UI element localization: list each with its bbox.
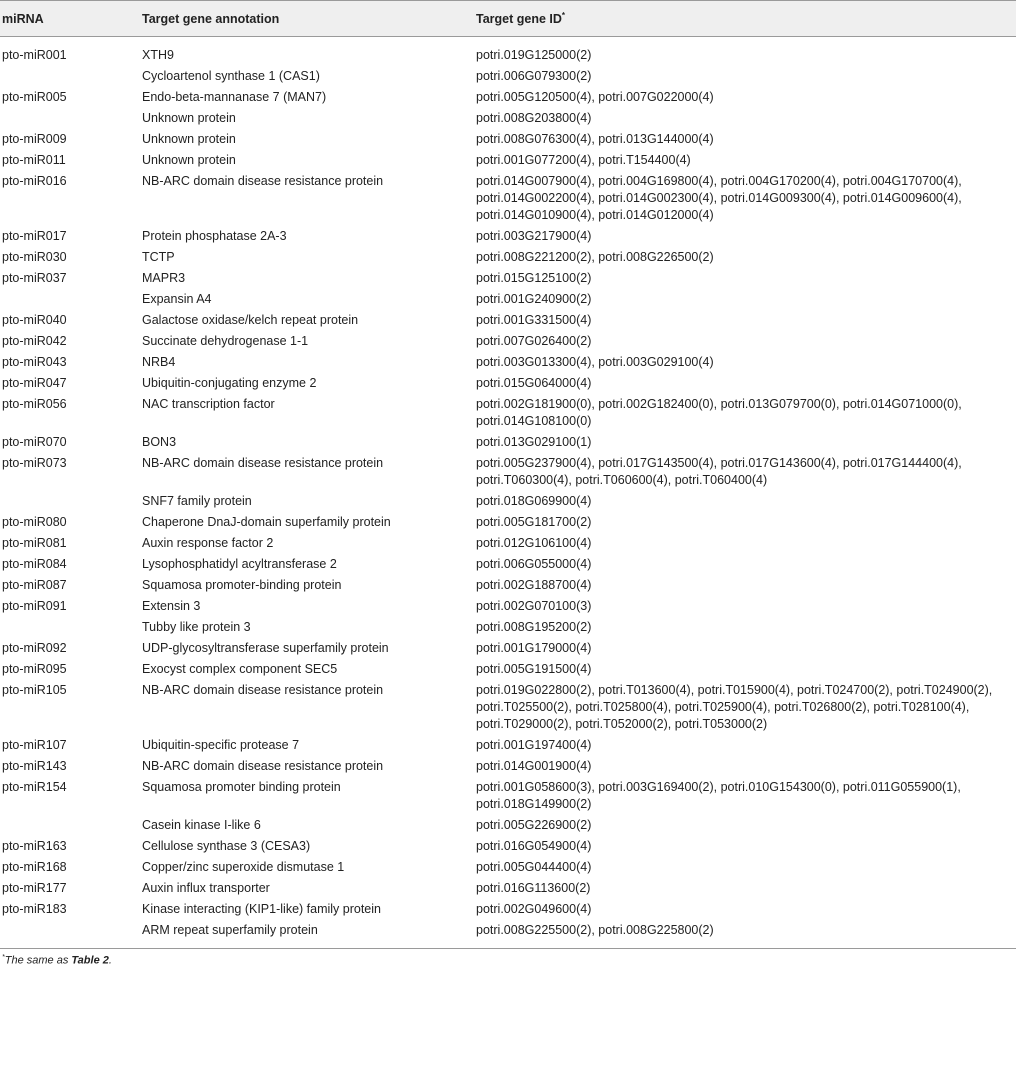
mirna-cell: pto-miR043 [2, 355, 67, 369]
annotation-cell: Squamosa promoter-binding protein [142, 578, 342, 592]
table-row [0, 245, 1016, 266]
mirna-cell: pto-miR016 [2, 174, 67, 188]
mirna-cell: pto-miR087 [2, 578, 67, 592]
annotation-cell: Copper/zinc superoxide dismutase 1 [142, 860, 345, 874]
table-row [0, 371, 1016, 392]
mirna-cell: pto-miR080 [2, 515, 67, 529]
annotation-cell: Unknown protein [142, 132, 236, 146]
target-id-cell: potri.002G188700(4) [476, 578, 592, 592]
target-id-cell: potri.005G237900(4), potri.017G143500(4), potri.017G143600(4), potri.017G144400(4), potri.T060300(4), potri.T060600(4), potri.T060400(4) [476, 456, 962, 487]
annotation-cell: Ubiquitin-specific protease 7 [142, 738, 300, 752]
target-id-cell: potri.019G022800(2), potri.T013600(4), potri.T015900(4), potri.T024700(2), potri.T024900(2), potri.T025500(2), potri.T025800(4), potri.T025900(4), potri.T026800(2), potri.T028100(4), potri.T029000(2), potri.T052000(2), potri.T053000(2) [476, 683, 993, 731]
mirna-cell: pto-miR084 [2, 557, 67, 571]
mirna-cell: pto-miR070 [2, 435, 67, 449]
target-id-cell: potri.013G029100(1) [476, 435, 592, 449]
header-target-id [474, 1, 1016, 37]
mirna-cell: pto-miR009 [2, 132, 67, 146]
annotation-cell: Succinate dehydrogenase 1-1 [142, 334, 309, 348]
annotation-cell: Ubiquitin-conjugating enzyme 2 [142, 376, 317, 390]
target-id-cell: potri.008G076300(4), potri.013G144000(4) [476, 132, 714, 146]
annotation-cell: SNF7 family protein [142, 494, 252, 508]
mirna-cell: pto-miR042 [2, 334, 67, 348]
header-mirna [0, 1, 140, 37]
mirna-cell: pto-miR056 [2, 397, 67, 411]
mirna-cell: pto-miR163 [2, 839, 67, 853]
mirna-cell [0, 489, 140, 510]
annotation-cell: BON3 [142, 435, 177, 449]
table-row [0, 615, 1016, 636]
target-id-cell: potri.001G331500(4) [476, 313, 592, 327]
mirna-cell: pto-miR154 [2, 780, 67, 794]
mirna-cell [0, 615, 140, 636]
mirna-cell: pto-miR183 [2, 902, 67, 916]
table-row [0, 430, 1016, 451]
mirna-cell: pto-miR091 [2, 599, 67, 613]
table-row [0, 224, 1016, 245]
table-row [0, 573, 1016, 594]
table-row [0, 489, 1016, 510]
target-id-cell: potri.002G049600(4) [476, 902, 592, 916]
target-id-cell: potri.003G217900(4) [476, 229, 592, 243]
footnote-mark: * [2, 954, 5, 961]
table-row [0, 813, 1016, 834]
annotation-cell: TCTP [142, 250, 175, 264]
mirna-cell: pto-miR037 [2, 271, 67, 285]
mirna-cell: pto-miR092 [2, 641, 67, 655]
annotation-cell: NB-ARC domain disease resistance protein [142, 683, 384, 697]
target-id-cell: potri.006G055000(4) [476, 557, 592, 571]
mirna-cell: pto-miR073 [2, 456, 67, 470]
header-row [0, 1, 1016, 37]
table-row [0, 287, 1016, 308]
table-row [0, 64, 1016, 85]
table-row [0, 834, 1016, 855]
annotation-cell: Chaperone DnaJ-domain superfamily protein [142, 515, 391, 529]
annotation-cell: Protein phosphatase 2A-3 [142, 229, 287, 243]
target-id-cell: potri.016G113600(2) [476, 881, 591, 895]
target-id-cell: potri.005G044400(4) [476, 860, 592, 874]
target-id-cell: potri.007G026400(2) [476, 334, 592, 348]
table-row [0, 106, 1016, 127]
mirna-cell: pto-miR177 [2, 881, 67, 895]
mirna-cell: pto-miR143 [2, 759, 67, 773]
target-id-cell: potri.005G191500(4) [476, 662, 592, 676]
target-id-cell: potri.001G240900(2) [476, 292, 592, 306]
annotation-cell: Unknown protein [142, 111, 236, 125]
table-row [0, 148, 1016, 169]
target-id-cell: potri.015G125100(2) [476, 271, 592, 285]
table-row [0, 266, 1016, 287]
annotation-cell: Lysophosphatidyl acyltransferase 2 [142, 557, 337, 571]
header-mirna-label: miRNA [2, 11, 44, 26]
table-row [0, 43, 1016, 64]
table-row [0, 552, 1016, 573]
annotation-cell: Auxin influx transporter [142, 881, 270, 895]
annotation-cell: Expansin A4 [142, 292, 212, 306]
annotation-cell: XTH9 [142, 48, 174, 62]
target-id-cell: potri.001G077200(4), potri.T154400(4) [476, 153, 691, 167]
mirna-cell: pto-miR030 [2, 250, 67, 264]
table-row [0, 85, 1016, 106]
table-row [0, 451, 1016, 489]
target-id-cell: potri.005G226900(2) [476, 818, 592, 832]
mirna-cell [0, 918, 140, 949]
mirna-cell: pto-miR005 [2, 90, 67, 104]
footnote-table-ref: Table 2 [71, 954, 109, 967]
table-row [0, 918, 1016, 949]
table-row [0, 754, 1016, 775]
target-id-cell: potri.008G221200(2), potri.008G226500(2) [476, 250, 714, 264]
target-id-cell: potri.015G064000(4) [476, 376, 592, 390]
target-id-cell: potri.019G125000(2) [476, 48, 592, 62]
table-row [0, 531, 1016, 552]
table-row [0, 657, 1016, 678]
table-row [0, 127, 1016, 148]
target-id-cell: potri.008G203800(4) [476, 111, 592, 125]
mirna-cell: pto-miR168 [2, 860, 67, 874]
table-row [0, 308, 1016, 329]
header-footnote-mark: * [561, 10, 566, 20]
table-header [0, 1, 1016, 37]
mirna-cell: pto-miR081 [2, 536, 67, 550]
footnote-end: . [108, 954, 112, 967]
target-id-cell: potri.014G007900(4), potri.004G169800(4), potri.004G170200(4), potri.004G170700(4), potri.014G002200(4), potri.014G002300(4), potri.014G009300(4), potri.014G009600(4), potri.014G010900(4), potri.014G012000(4) [476, 174, 962, 222]
mirna-cell [0, 106, 140, 127]
table-body [0, 37, 1016, 949]
target-id-cell: potri.008G195200(2) [476, 620, 592, 634]
target-id-cell: potri.018G069900(4) [476, 494, 592, 508]
annotation-cell: Auxin response factor 2 [142, 536, 274, 550]
annotation-cell: Cellulose synthase 3 (CESA3) [142, 839, 311, 853]
mirna-cell: pto-miR001 [2, 48, 67, 62]
target-id-cell: potri.005G181700(2) [476, 515, 592, 529]
target-id-cell: potri.014G001900(4) [476, 759, 592, 773]
mirna-cell: pto-miR017 [2, 229, 67, 243]
mirna-cell: pto-miR107 [2, 738, 67, 752]
annotation-cell: Casein kinase I-like 6 [142, 818, 261, 832]
annotation-cell: Galactose oxidase/kelch repeat protein [142, 313, 359, 327]
annotation-cell: Unknown protein [142, 153, 236, 167]
annotation-cell: Extensin 3 [142, 599, 201, 613]
annotation-cell: NRB4 [142, 355, 176, 369]
mirna-cell: pto-miR040 [2, 313, 67, 327]
table-row [0, 510, 1016, 531]
annotation-cell: NB-ARC domain disease resistance protein [142, 759, 384, 773]
target-id-cell: potri.002G181900(0), potri.002G182400(0), potri.013G079700(0), potri.014G071000(0), potri.014G108100(0) [476, 397, 962, 428]
header-annotation [140, 1, 474, 37]
mirna-cell [0, 287, 140, 308]
table-row [0, 636, 1016, 657]
table-row [0, 678, 1016, 733]
header-target-id-label: Target gene ID [476, 12, 562, 27]
mirna-cell: pto-miR105 [2, 683, 67, 697]
annotation-cell: NAC transcription factor [142, 397, 275, 411]
table-row [0, 897, 1016, 918]
table-row [0, 733, 1016, 754]
target-id-cell: potri.006G079300(2) [476, 69, 592, 83]
annotation-cell: ARM repeat superfamily protein [140, 918, 474, 949]
table-row [0, 169, 1016, 224]
mirna-cell: pto-miR047 [2, 376, 67, 390]
annotation-cell: Endo-beta-mannanase 7 (MAN7) [142, 90, 327, 104]
table-row [0, 775, 1016, 813]
annotation-cell: NB-ARC domain disease resistance protein [142, 174, 384, 188]
header-annotation-label: Target gene annotation [142, 11, 280, 26]
annotation-cell: Cycloartenol synthase 1 (CAS1) [142, 69, 320, 83]
target-id-cell: potri.001G197400(4) [476, 738, 592, 752]
target-id-cell: potri.016G054900(4) [476, 839, 592, 853]
table-row [0, 855, 1016, 876]
annotation-cell: MAPR3 [142, 271, 186, 285]
table-row [0, 594, 1016, 615]
table-footnote [2, 954, 1016, 967]
annotation-cell: Tubby like protein 3 [142, 620, 251, 634]
target-id-cell: potri.005G120500(4), potri.007G022000(4) [476, 90, 714, 104]
mirna-cell [0, 813, 140, 834]
annotation-cell: Exocyst complex component SEC5 [142, 662, 338, 676]
table-row [0, 392, 1016, 430]
annotation-cell: Kinase interacting (KIP1-like) family protein [142, 902, 381, 916]
mirna-cell [0, 64, 140, 85]
annotation-cell: NB-ARC domain disease resistance protein [142, 456, 384, 470]
target-id-cell: potri.002G070100(3) [476, 599, 592, 613]
table-row [0, 350, 1016, 371]
mirna-cell: pto-miR011 [2, 153, 66, 167]
table-row [0, 876, 1016, 897]
target-id-cell: potri.003G013300(4), potri.003G029100(4) [476, 355, 714, 369]
table-row [0, 329, 1016, 350]
target-id-cell: potri.001G058600(3), potri.003G169400(2), potri.010G154300(0), potri.011G055900(1), potri.018G149900(2) [476, 780, 961, 811]
annotation-cell: Squamosa promoter binding protein [142, 780, 341, 794]
target-id-cell: potri.001G179000(4) [476, 641, 592, 655]
target-id-cell: potri.008G225500(2), potri.008G225800(2) [474, 918, 1016, 949]
footnote-text: The same as [4, 954, 72, 967]
annotation-cell: UDP-glycosyltransferase superfamily protein [142, 641, 389, 655]
target-id-cell: potri.012G106100(4) [476, 536, 592, 550]
mirna-cell: pto-miR095 [2, 662, 67, 676]
